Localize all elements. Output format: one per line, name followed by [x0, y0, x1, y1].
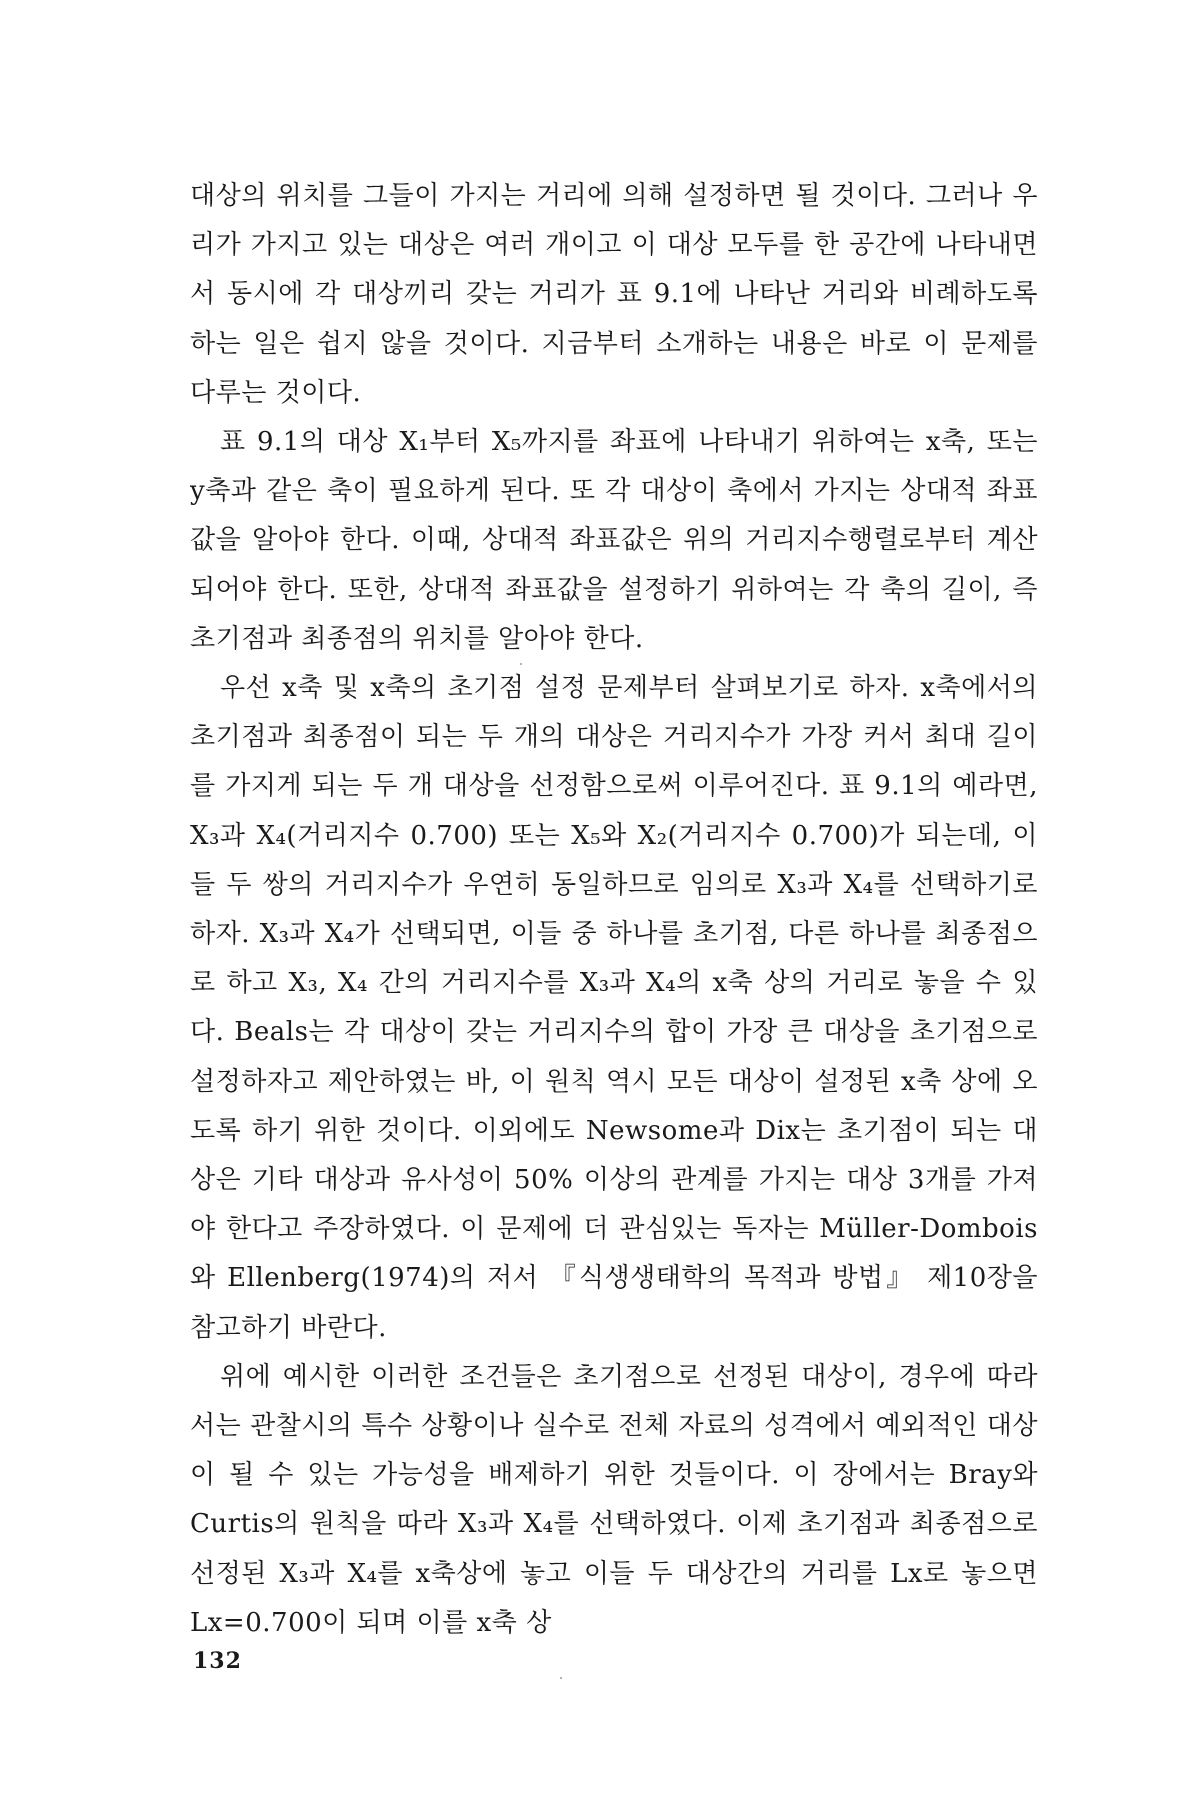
paragraph-3: 우선 x축 및 x축의 초기점 설정 문제부터 살펴보기로 하자. x축에서의 초기점과 최종점이 되는 두 개의 대상은 거리지수가 가장 커서 최대 길이를 가지게 되는 두 개 대상을 선정함으로써 이루어진다. 표 9.1의 예라면, X₃과 X₄(거리지수 0.700) 또는 X₅와 X₂(거리지수 0.700)가 되는데, 이들 두 쌍의 거리지수가 우연히 동일하므로 임의로 X₃과 X₄를 선택하기로 하자. X₃과 X₄가 선택되면, 이들 중 하나를 초기점, 다른 하나를 최종점으로 하고 X₃, X₄ 간의 거리지수를 X₃과 X₄의 x축 상의 거리로 놓을 수 있다. Beals는 각 대상이 갖는 거리지수의 합이 가장 큰 대상을 초기점으로 설정하자고 제안하였는 바, 이 원칙 역시 모든 대상이 설정된 x축 상에 오도록 하기 위한 것이다. 이외에도 Newsome과 Dix는 초기점이 되는 대상은 기타 대상과 유사성이 50% 이상의 관계를 가지는 대상 3개를 가져야 한다고 주장하였다. 이 문제에 더 관심있는 독자는 Müller-Dombois와 Ellenberg(1974)의 저서 『식생생태학의 목적과 방법』 제10장을 참고하기 바란다. [190, 673, 1038, 1343]
scan-speck [520, 663, 522, 665]
paragraph-1: 대상의 위치를 그들이 가지는 거리에 의해 설정하면 될 것이다. 그러나 우리가 가지고 있는 대상은 여러 개이고 이 대상 모두를 한 공간에 나타내면서 동시에 각 대상끼리 갖는 거리가 표 9.1에 나타난 거리와 비례하도록 하는 일은 쉽지 않을 것이다. 지금부터 소개하는 내용은 바로 이 문제를 다루는 것이다. [190, 181, 1038, 408]
page-number: 132 [193, 1648, 242, 1674]
paragraph-2: 표 9.1의 대상 X₁부터 X₅까지를 좌표에 나타내기 위하여는 x축, 또는 y축과 같은 축이 필요하게 된다. 또 각 대상이 축에서 가지는 상대적 좌표값을 알아야 한다. 이때, 상대적 좌표값은 위의 거리지수행렬로부터 계산되어야 한다. 또한, 상대적 좌표값을 설정하기 위하여는 각 축의 길이, 즉 초기점과 최종점의 위치를 알아야 한다. [190, 427, 1038, 654]
body-text [190, 172, 1038, 1648]
paragraph-4: 위에 예시한 이러한 조건들은 초기점으로 선정된 대상이, 경우에 따라서는 관찰시의 특수 상황이나 실수로 전체 자료의 성격에서 예외적인 대상이 될 수 있는 가능성을 배제하기 위한 것들이다. 이 장에서는 Bray와 Curtis의 원칙을 따라 X₃과 X₄를 선택하였다. 이제 초기점과 최종점으로 선정된 X₃과 X₄를 x축상에 놓고 이들 두 대상간의 거리를 Lx로 놓으면 Lx=0.700이 되며 이를 x축 상 [190, 1361, 1038, 1638]
scan-speck [560, 1677, 562, 1679]
